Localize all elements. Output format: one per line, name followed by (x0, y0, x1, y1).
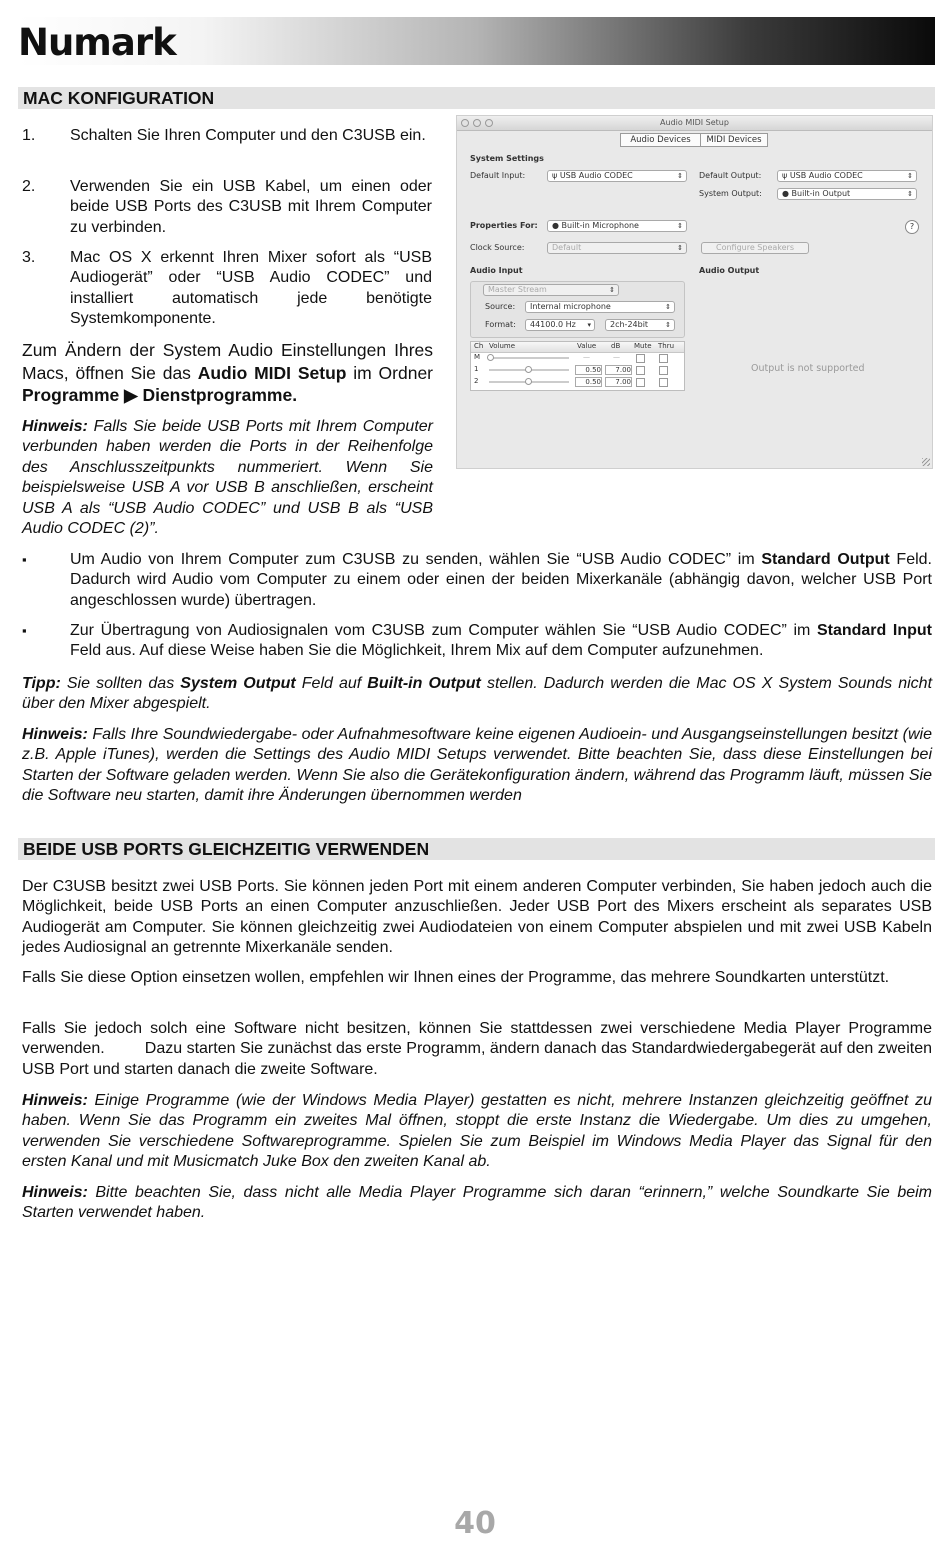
header-banner (18, 17, 935, 65)
output-not-supported-text: Output is not supported (751, 363, 865, 374)
paragraph-two-ports: Der C3USB besitzt zwei USB Ports. Sie können jeden Port mit einem anderen Computer verbinden, Sie haben jedoch auch die Möglichkeit, beide USB Ports an einen Computer anzuschließen. Jeder USB Port des Mixers erscheint als separates USB Audiogerät am Computer. Sie können gleichzeitig zwei Audiodateien von einem Computer abspielen und mit zwei USB Kabeln jedes Audiosignal an getrennte Mixerkanäle senden. (22, 878, 932, 957)
usb-icon: ψ (782, 171, 790, 180)
row-db[interactable]: 7.00 (605, 377, 632, 387)
properties-for-select[interactable]: ● Built-in Microphone ⇕ (547, 220, 687, 232)
default-output-select[interactable]: ψ USB Audio CODEC ⇕ (777, 170, 917, 182)
thru-checkbox[interactable] (659, 366, 668, 375)
thru-checkbox[interactable] (659, 378, 668, 387)
step-text: Mac OS X erkennt Ihren Mixer sofort als “USB Audiogerät” oder “USB Audio CODEC” und installiert automatisch jede benötigte Systemkomponente. (70, 249, 432, 328)
section-heading-usb-ports: BEIDE USB PORTS GLEICHZEITIG VERWENDEN (18, 838, 935, 860)
step-text: Verwenden Sie ein USB Kabel, um einen oder beide USB Ports des C3USB mit Ihrem Computer zu verbinden. (70, 178, 432, 236)
chevron-updown-icon: ⇕ (677, 172, 683, 180)
volume-slider-knob[interactable] (487, 354, 494, 361)
system-output-select[interactable]: ● Built-in Output ⇕ (777, 188, 917, 200)
volume-slider-knob[interactable] (525, 366, 532, 373)
usb-icon: ψ (552, 171, 560, 180)
format-bits-select[interactable]: 2ch-24bit ⇕ (605, 319, 675, 331)
help-button[interactable]: ? (905, 220, 919, 234)
mute-checkbox[interactable] (636, 354, 645, 363)
source-label: Source: (485, 302, 516, 311)
row-channel: M (474, 353, 481, 361)
note-software-settings: Hinweis: Falls Ihre Soundwiedergabe- oder Aufnahmesoftware keine eigenen Audioein- und Ausgangseinstellungen besitzt (wie z.B. Apple iTunes), werden die Settings des Audio MIDI Setups verwendet. Bitte beachten Sie, dass diese Einstellungen bei Starten der Software geladen werden. Wenn Sie also die Gerätekonfiguration ändern, während das Programm läuft, müssen Sie die Software neu starten, damit ihre Änderungen übernommen werden (22, 726, 932, 805)
note-remember-soundcard: Hinweis: Bitte beachten Sie, dass nicht alle Media Player Programme sich daran “erinnern,” welche Soundkarte Sie beim Starten verwendet haben. (22, 1184, 932, 1222)
step-text: Schalten Sie Ihren Computer und den C3USB ein. (70, 127, 426, 144)
chevron-updown-icon: ⇕ (677, 244, 683, 252)
section-heading-mac: MAC KONFIGURATION (18, 87, 935, 109)
change-settings-paragraph: Zum Ändern der System Audio Einstellungen Ihres Macs, öffnen Sie das Audio MIDI Setup im Ordner Programme ▶ Dienstprogramme. (22, 340, 434, 405)
chevron-updown-icon: ⇕ (677, 222, 683, 230)
chevron-updown-icon: ⇕ (665, 321, 671, 329)
volume-table-header (471, 342, 684, 353)
window-title: Audio MIDI Setup (660, 118, 729, 127)
source-select[interactable]: Internal microphone ⇕ (525, 301, 675, 313)
clock-source-select[interactable]: Default ⇕ (547, 242, 687, 254)
system-settings-label: System Settings (470, 154, 544, 163)
properties-for-label: Properties For: (470, 221, 538, 230)
bullet-marker: ▪ (22, 552, 27, 567)
brand-logo: Numark (18, 21, 176, 64)
thru-checkbox[interactable] (659, 354, 668, 363)
step-number: 2. (22, 178, 36, 195)
row-channel: 2 (474, 377, 479, 385)
col-value: Value (577, 342, 597, 350)
col-ch: Ch (474, 342, 484, 350)
bullet-marker: ▪ (22, 623, 27, 638)
col-mute: Mute (634, 342, 652, 350)
format-label: Format: (485, 320, 516, 329)
chevron-down-icon: ▾ (587, 321, 591, 329)
tab-audio-devices[interactable]: Audio Devices (620, 133, 701, 147)
chevron-updown-icon: ⇕ (907, 190, 913, 198)
paragraph-multiple-soundcards: Falls Sie diese Option einsetzen wollen, empfehlen wir Ihnen eines der Programme, das mehrere Soundkarten unterstützt. (22, 969, 890, 986)
volume-table (470, 341, 685, 391)
format-rate-select[interactable]: 44100.0 Hz ▾ (525, 319, 595, 331)
master-stream-select[interactable]: Master Stream ⇕ (483, 284, 619, 296)
tab-midi-devices[interactable]: MIDI Devices (700, 133, 768, 147)
apple-icon: ● (782, 189, 792, 198)
configure-speakers-button[interactable]: Configure Speakers (701, 242, 809, 254)
chevron-updown-icon: ⇕ (665, 303, 671, 311)
audio-midi-setup-screenshot (456, 115, 933, 469)
page-number: 40 (454, 1506, 496, 1541)
volume-slider-track[interactable] (489, 357, 569, 359)
row-value[interactable]: 0.50 (575, 377, 602, 387)
audio-output-label: Audio Output (699, 266, 760, 275)
col-db: dB (611, 342, 621, 350)
chevron-updown-icon: ⇕ (907, 172, 913, 180)
row-value[interactable]: 0.50 (575, 365, 602, 375)
row-db: — (613, 353, 620, 361)
chevron-updown-icon: ⇕ (609, 286, 615, 294)
window-titlebar (457, 116, 932, 131)
tip-system-output: Tipp: Sie sollten das System Output Feld auf Built-in Output stellen. Dadurch werden die Mac OS X System Sounds nicht über den Mixer abgespielt. (22, 675, 933, 713)
apple-icon: ● (552, 221, 562, 230)
default-input-select[interactable]: ψ USB Audio CODEC ⇕ (547, 170, 687, 182)
row-channel: 1 (474, 365, 479, 373)
paragraph-two-players: Falls Sie jedoch solch eine Software nicht besitzen, können Sie stattdessen zwei verschiedene Media Player Programme verwenden. Dazu starten Sie zunächst das erste Programm, ändern danach das Standardwiedergabegerät auf den zweiten USB Port und starten danach die zweite Software. (22, 1020, 937, 1078)
note-multiple-instances: Hinweis: Einige Programme (wie der Windows Media Player) gestatten es nicht, mehrere Instanzen gleichzeitig geöffnet zu haben. Wenn Sie das Programm ein zweites Mal öffnen, stoppt die erste Instanz die Wiedergabe. Um dies zu umgehen, verwenden Sie verschiedene Softwareprogramme. Spielen Sie zum Beispiel im Windows Media Player das Signal für den ersten Kanal und mit Musicmatch Juke Box den zweiten Kanal ab. (22, 1092, 932, 1171)
bullet-standard-input: Zur Übertragung von Audiosignalen vom C3USB zum Computer wählen Sie “USB Audio CODEC” im Standard Input Feld aus. Auf diese Weise haben Sie die Möglichkeit, Ihrem Mix auf dem Computer aufzunehmen. (70, 622, 932, 660)
row-db[interactable]: 7.00 (605, 365, 632, 375)
resize-grip-icon[interactable] (922, 458, 930, 466)
step-number: 3. (22, 249, 36, 266)
col-thru: Thru (658, 342, 675, 350)
col-volume: Volume (489, 342, 516, 350)
default-input-label: Default Input: (470, 171, 526, 180)
bullet-standard-output: Um Audio von Ihrem Computer zum C3USB zu senden, wählen Sie “USB Audio CODEC” im Standard Output Feld. Dadurch wird Audio vom Computer zu einem oder einen der beiden Mixerkanäle (abhängig davon, welcher USB Port angeschlossen wurde) übertragen. (70, 551, 932, 609)
note-port-numbering: Hinweis: Falls Sie beide USB Ports mit Ihrem Computer verbunden haben werden die Ports in der Reihenfolge des Anschlusszeitpunkts nummeriert. Wenn Sie beispielsweise USB A vor USB B anschließen, erscheint USB A als “USB Audio CODEC” und USB B als “USB Audio CODEC (2)”. (22, 418, 433, 538)
clock-source-label: Clock Source: (470, 243, 525, 252)
volume-slider-knob[interactable] (525, 378, 532, 385)
audio-input-label: Audio Input (470, 266, 523, 275)
step-number: 1. (22, 127, 36, 144)
row-value: — (583, 353, 590, 361)
default-output-label: Default Output: (699, 171, 762, 180)
mute-checkbox[interactable] (636, 366, 645, 375)
system-output-label: System Output: (699, 189, 762, 198)
mute-checkbox[interactable] (636, 378, 645, 387)
